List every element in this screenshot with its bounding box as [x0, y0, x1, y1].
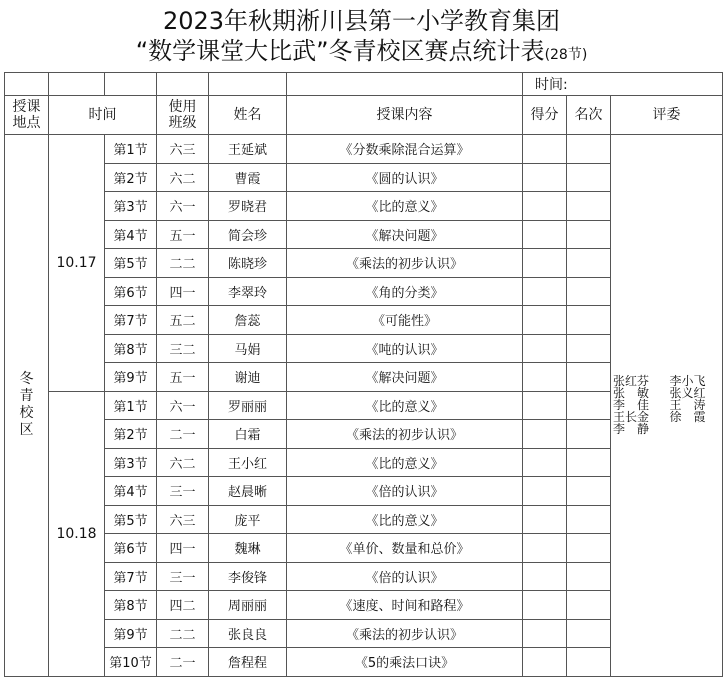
rank-cell — [567, 591, 611, 620]
rank-cell — [567, 249, 611, 278]
lesson-content-cell: 《比的意义》 — [287, 505, 523, 534]
score-cell — [523, 334, 567, 363]
period-cell: 第1节 — [105, 391, 157, 420]
score-cell — [523, 249, 567, 278]
lesson-content-cell: 《乘法的初步认识》 — [287, 619, 523, 648]
header-time: 时间 — [49, 96, 157, 135]
judges-cell — [611, 135, 723, 677]
period-cell: 第10节 — [105, 648, 157, 677]
judge-name: 李 佳 — [613, 398, 650, 413]
lesson-content-cell: 《单价、数量和总价》 — [287, 534, 523, 563]
header-site-text: 授课 地点 — [12, 99, 41, 131]
title-line-2 — [0, 36, 723, 70]
score-cell — [523, 448, 567, 477]
score-cell — [523, 534, 567, 563]
lesson-content-cell: 《比的意义》 — [287, 448, 523, 477]
class-cell: 五二 — [157, 306, 209, 335]
rank-cell — [567, 619, 611, 648]
teacher-name-cell: 庞平 — [209, 505, 287, 534]
rank-cell — [567, 220, 611, 249]
teacher-name-cell: 王小红 — [209, 448, 287, 477]
title-line-1: 2023年秋期淅川县第一小学教育集团 — [162, 7, 561, 35]
teacher-name-cell: 魏琳 — [209, 534, 287, 563]
teacher-name-cell: 张良良 — [209, 619, 287, 648]
class-cell: 二一 — [157, 420, 209, 449]
score-cell — [523, 619, 567, 648]
rank-cell — [567, 477, 611, 506]
title-lesson-count: (28节) — [544, 47, 588, 63]
rank-cell — [567, 448, 611, 477]
title-line-2-text: “数学课堂大比武”冬青校区赛点统计表 — [135, 37, 545, 65]
rank-cell — [567, 648, 611, 677]
period-cell: 第7节 — [105, 562, 157, 591]
lesson-content-cell: 《倍的认识》 — [287, 477, 523, 506]
period-cell: 第4节 — [105, 477, 157, 506]
class-cell: 三一 — [157, 562, 209, 591]
class-cell: 二二 — [157, 249, 209, 278]
header-rank: 名次 — [567, 96, 611, 135]
score-cell — [523, 505, 567, 534]
rank-cell — [567, 192, 611, 221]
teacher-name-cell: 陈晓珍 — [209, 249, 287, 278]
teacher-name-cell: 詹程程 — [209, 648, 287, 677]
judge-name: 王长金 — [613, 410, 650, 425]
period-cell: 第2节 — [105, 163, 157, 192]
lesson-content-cell: 《分数乘除混合运算》 — [287, 135, 523, 164]
score-cell — [523, 135, 567, 164]
judge-name: 徐 霞 — [669, 410, 706, 425]
judge-name: 王 涛 — [669, 398, 706, 413]
score-cell — [523, 477, 567, 506]
header-site — [5, 96, 49, 135]
lesson-content-cell: 《5的乘法口诀》 — [287, 648, 523, 677]
lesson-content-cell: 《可能性》 — [287, 306, 523, 335]
teacher-name-cell: 赵晨晰 — [209, 477, 287, 506]
lesson-content-cell: 《比的意义》 — [287, 391, 523, 420]
score-cell — [523, 220, 567, 249]
teacher-name-cell: 罗晓君 — [209, 192, 287, 221]
header-name: 姓名 — [209, 96, 287, 135]
rank-cell — [567, 163, 611, 192]
lesson-content-cell: 《角的分类》 — [287, 277, 523, 306]
teacher-name-cell: 曹霞 — [209, 163, 287, 192]
class-cell: 四一 — [157, 534, 209, 563]
score-cell — [523, 192, 567, 221]
lesson-content-cell: 《倍的认识》 — [287, 562, 523, 591]
teacher-name-cell: 罗丽丽 — [209, 391, 287, 420]
class-cell: 六三 — [157, 505, 209, 534]
schedule-table — [4, 72, 723, 677]
lesson-content-cell: 《乘法的初步认识》 — [287, 420, 523, 449]
rank-cell — [567, 420, 611, 449]
class-cell: 六二 — [157, 163, 209, 192]
score-cell — [523, 391, 567, 420]
period-cell: 第2节 — [105, 420, 157, 449]
class-cell: 三一 — [157, 477, 209, 506]
period-cell: 第3节 — [105, 448, 157, 477]
lesson-content-cell: 《吨的认识》 — [287, 334, 523, 363]
period-cell: 第5节 — [105, 249, 157, 278]
score-cell — [523, 163, 567, 192]
period-cell: 第5节 — [105, 505, 157, 534]
teacher-name-cell: 王延斌 — [209, 135, 287, 164]
class-cell: 三二 — [157, 334, 209, 363]
class-cell: 六三 — [157, 135, 209, 164]
judge-name: 张红芬 — [613, 374, 650, 389]
period-cell: 第1节 — [105, 135, 157, 164]
class-cell: 二二 — [157, 619, 209, 648]
site-text: 冬 青 校 区 — [19, 371, 34, 439]
class-cell: 四二 — [157, 591, 209, 620]
score-cell — [523, 562, 567, 591]
period-cell: 第9节 — [105, 619, 157, 648]
score-cell — [523, 591, 567, 620]
judges-list — [613, 375, 722, 435]
rank-cell — [567, 363, 611, 392]
lesson-content-cell: 《乘法的初步认识》 — [287, 249, 523, 278]
period-cell: 第8节 — [105, 591, 157, 620]
rank-cell — [567, 562, 611, 591]
header-judges: 评委 — [611, 96, 723, 135]
teacher-name-cell: 谢迪 — [209, 363, 287, 392]
pre-header-row — [5, 73, 723, 96]
lesson-content-cell: 《解决问题》 — [287, 220, 523, 249]
judge-name: 张义红 — [669, 386, 706, 401]
class-cell: 六一 — [157, 391, 209, 420]
class-cell: 六一 — [157, 192, 209, 221]
table-row — [5, 135, 723, 164]
rank-cell — [567, 334, 611, 363]
rank-cell — [567, 306, 611, 335]
score-cell — [523, 420, 567, 449]
judge-name: 李 静 — [613, 422, 650, 437]
header-row — [5, 96, 723, 135]
teacher-name-cell: 周丽丽 — [209, 591, 287, 620]
date-cell: 10.17 — [49, 135, 105, 392]
rank-cell — [567, 391, 611, 420]
class-cell: 四一 — [157, 277, 209, 306]
period-cell: 第3节 — [105, 192, 157, 221]
score-cell — [523, 648, 567, 677]
lesson-content-cell: 《解决问题》 — [287, 363, 523, 392]
rank-cell — [567, 135, 611, 164]
judge-name: 李小飞 — [669, 374, 706, 389]
date-cell: 10.18 — [49, 391, 105, 676]
header-score: 得分 — [523, 96, 567, 135]
teacher-name-cell: 白霜 — [209, 420, 287, 449]
class-cell: 二一 — [157, 648, 209, 677]
score-cell — [523, 277, 567, 306]
teacher-name-cell: 李翠玲 — [209, 277, 287, 306]
teacher-name-cell: 詹蕊 — [209, 306, 287, 335]
lesson-content-cell: 《圆的认识》 — [287, 163, 523, 192]
teacher-name-cell: 马娟 — [209, 334, 287, 363]
site-cell — [5, 135, 49, 677]
score-cell — [523, 306, 567, 335]
rank-cell — [567, 505, 611, 534]
class-cell: 六二 — [157, 448, 209, 477]
teacher-name-cell: 李俊锋 — [209, 562, 287, 591]
class-cell: 五一 — [157, 363, 209, 392]
lesson-content-cell: 《比的意义》 — [287, 192, 523, 221]
lesson-content-cell: 《速度、时间和路程》 — [287, 591, 523, 620]
header-class-text: 使用 班级 — [168, 99, 197, 131]
judge-name: 张 敏 — [613, 386, 650, 401]
score-cell — [523, 363, 567, 392]
period-cell: 第6节 — [105, 534, 157, 563]
class-cell: 五一 — [157, 220, 209, 249]
time-label: 时间: — [523, 73, 723, 96]
period-cell: 第7节 — [105, 306, 157, 335]
period-cell: 第4节 — [105, 220, 157, 249]
teacher-name-cell: 简会珍 — [209, 220, 287, 249]
rank-cell — [567, 534, 611, 563]
period-cell: 第6节 — [105, 277, 157, 306]
period-cell: 第9节 — [105, 363, 157, 392]
period-cell: 第8节 — [105, 334, 157, 363]
header-class — [157, 96, 209, 135]
header-content: 授课内容 — [287, 96, 523, 135]
rank-cell — [567, 277, 611, 306]
